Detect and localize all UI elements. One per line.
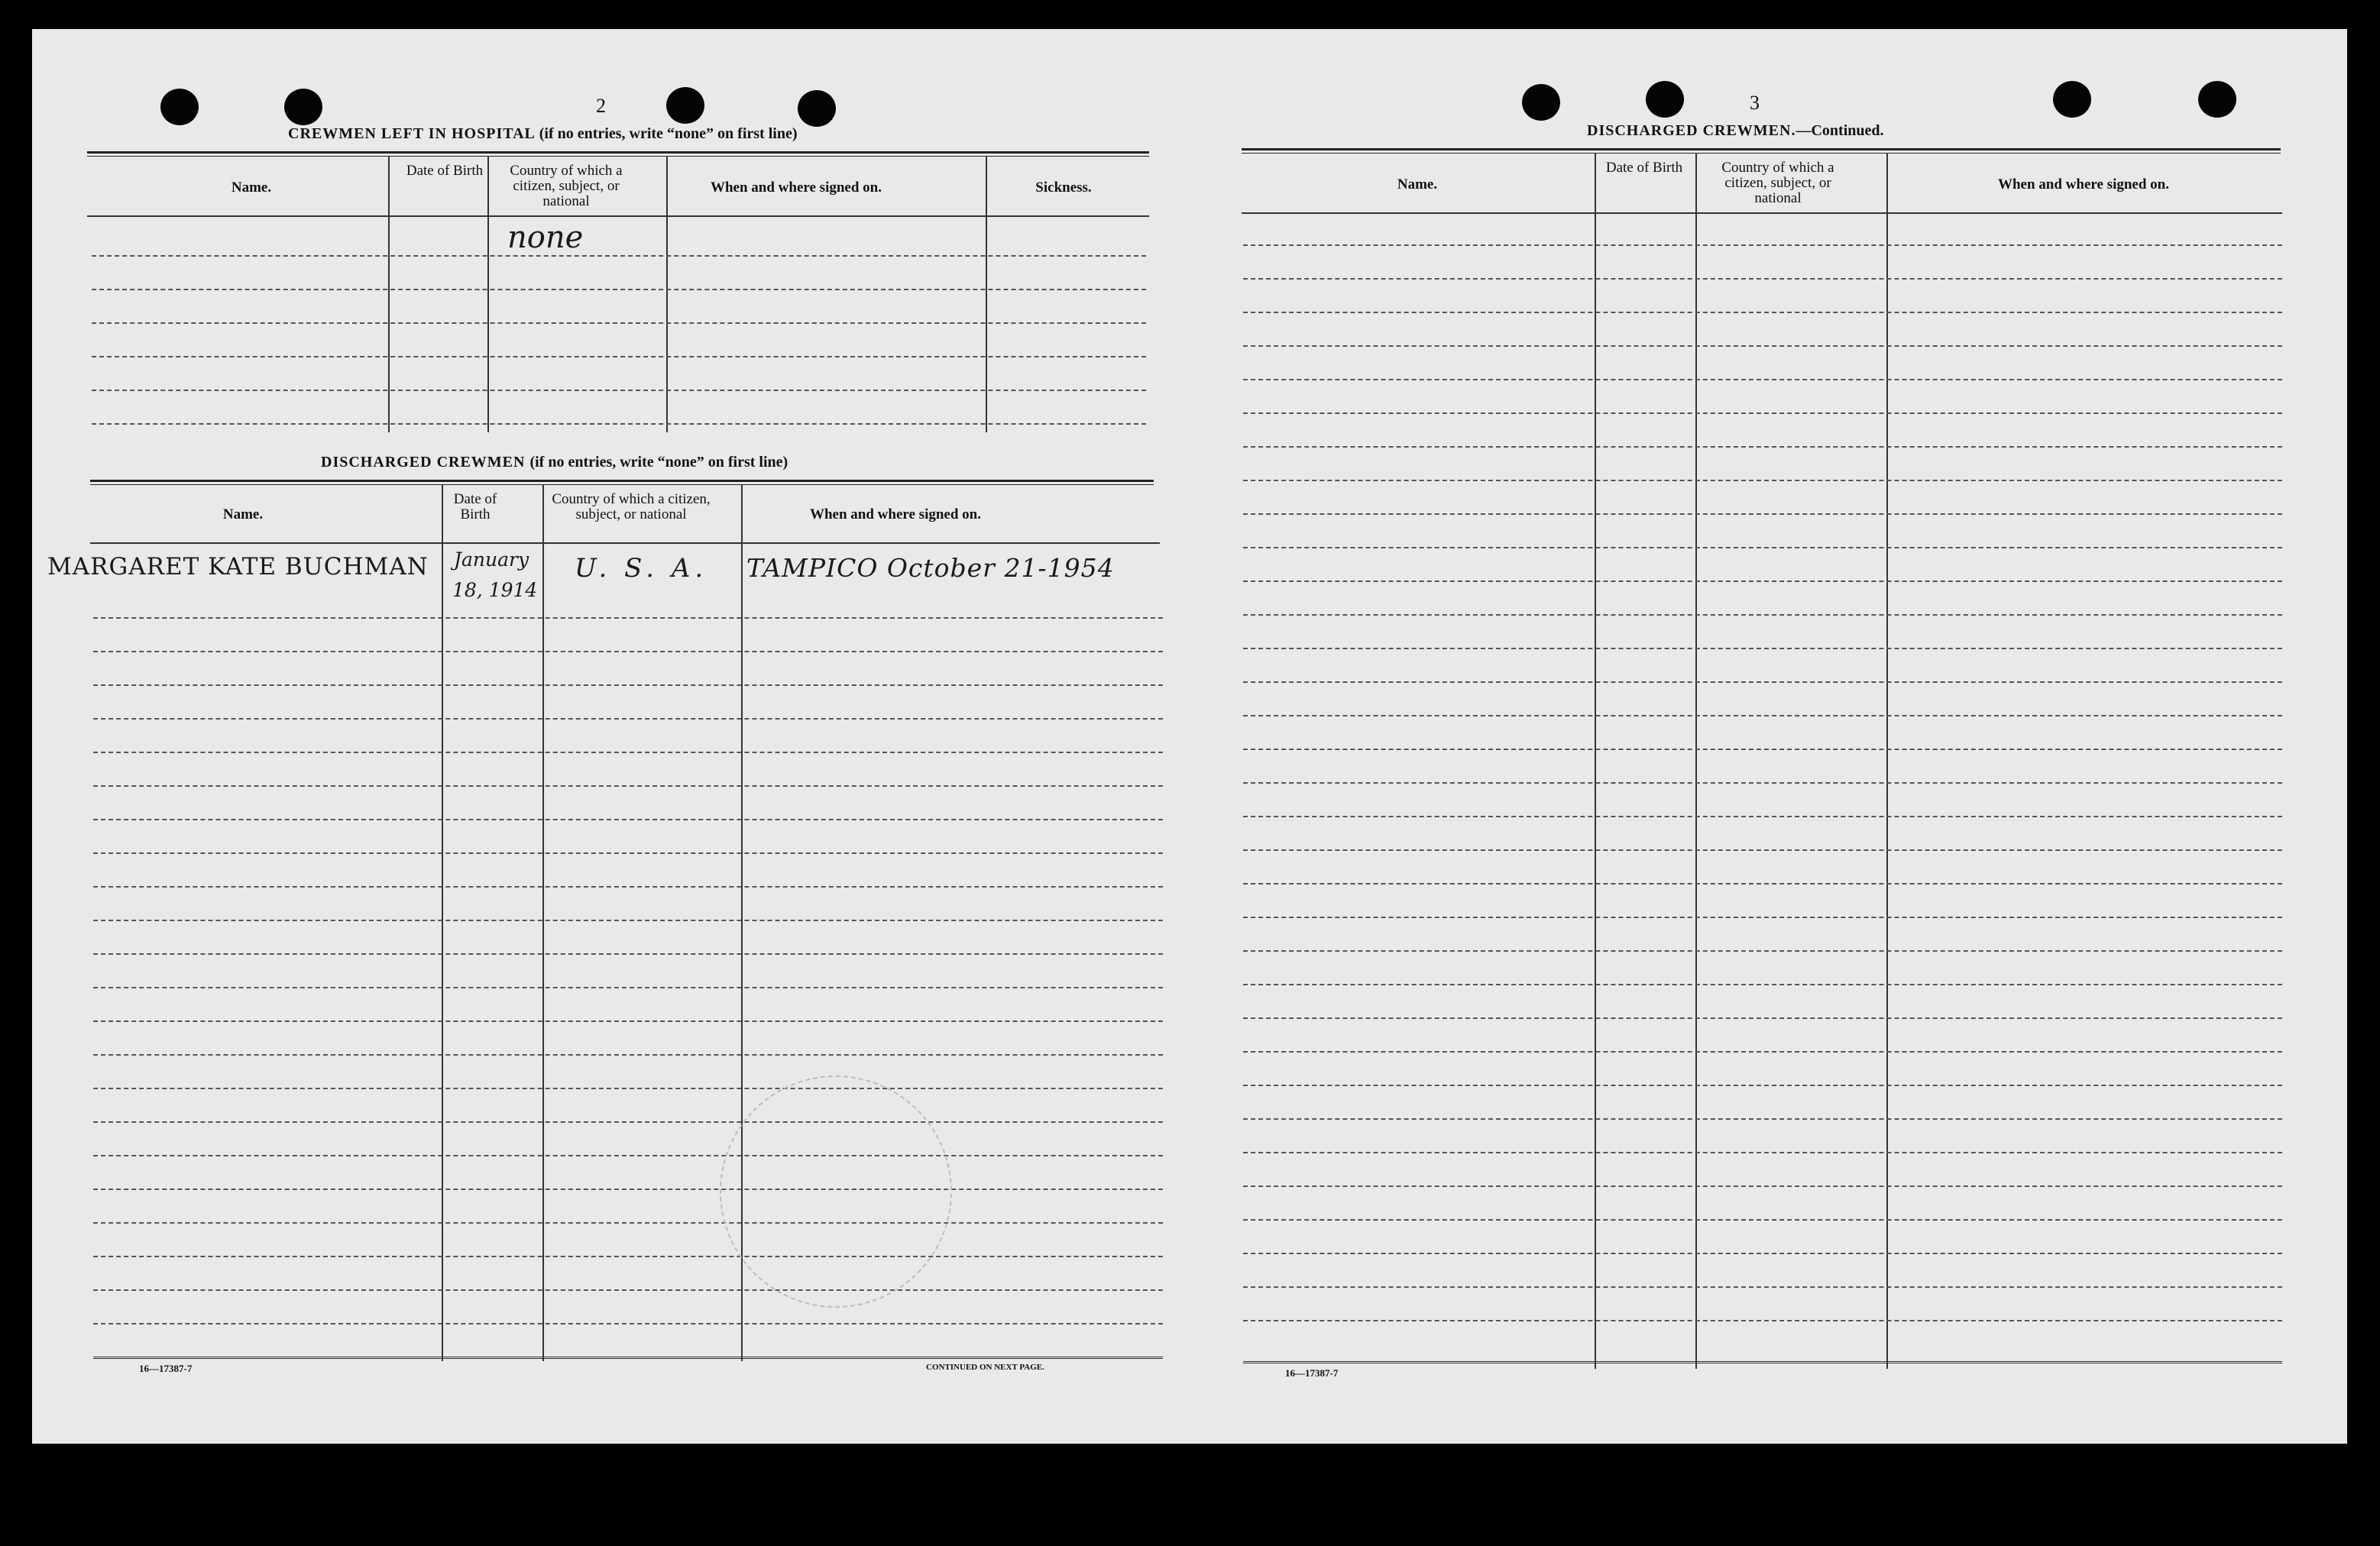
ruled-line: [93, 1020, 1163, 1022]
col-signed-header: When and where signed on.: [1997, 176, 2169, 192]
ruled-line: [92, 423, 1146, 425]
col-country-header: Country of which a citizen, subject, or national: [510, 163, 623, 209]
ruled-line: [93, 617, 1163, 619]
ruled-line: [1243, 480, 2282, 481]
entry-dob-line1: January: [454, 548, 529, 571]
scanned-form-sheet: [32, 29, 2347, 1444]
discharged-section-title: [321, 454, 788, 471]
punch-hole: [1646, 81, 1684, 118]
punch-hole: [160, 89, 199, 125]
continued-label: —Continued.: [1796, 122, 1884, 139]
ruled-line: [93, 987, 1163, 988]
ruled-line: [93, 785, 1163, 787]
header-rule: [87, 215, 1149, 217]
discharged-continued-title: [1587, 122, 1884, 140]
ruled-line: [92, 255, 1146, 257]
left-page: [32, 29, 1209, 1444]
ruled-line: [93, 1256, 1163, 1257]
section-title-text: DISCHARGED CREWMEN.: [1587, 122, 1796, 139]
ruled-line: [1243, 379, 2282, 380]
ruled-line: [93, 819, 1163, 820]
top-rule: [87, 151, 1149, 157]
continued-footer: CONTINUED ON NEXT PAGE.: [926, 1363, 1044, 1372]
faint-stamp: [720, 1075, 952, 1308]
ruled-line: [1243, 749, 2282, 750]
ruled-line: [1243, 244, 2282, 246]
ruled-line: [93, 651, 1163, 652]
punch-hole: [2198, 81, 2236, 118]
ruled-line: [93, 1121, 1163, 1123]
hospital-section-title: [288, 125, 798, 143]
ruled-line: [1243, 849, 2282, 851]
hospital-title-note: (if no entries, write “none” on first line): [539, 125, 798, 142]
ruled-line: [93, 718, 1163, 720]
discharged-title-note: (if no entries, write “none” on first line): [529, 454, 788, 471]
ruled-line: [93, 920, 1163, 921]
bottom-rule: [93, 1357, 1163, 1359]
ruled-line: [1243, 547, 2282, 548]
form-number: 16—17387-7: [1285, 1367, 1339, 1379]
ruled-line: [1243, 581, 2282, 582]
entry-country: U. S. A.: [575, 553, 708, 584]
entry-dob-line2: 18, 1914: [452, 579, 538, 601]
ruled-line: [1243, 446, 2282, 448]
ruled-line: [1243, 917, 2282, 918]
ruled-line: [1243, 1051, 2282, 1053]
ruled-line: [1243, 1152, 2282, 1153]
ruled-line: [1243, 984, 2282, 985]
entry-signed-on: TAMPICO October 21-1954: [746, 553, 1115, 583]
ruled-line: [1243, 1219, 2282, 1221]
header-rule: [90, 542, 1160, 544]
col-dob-header: Date of Birth: [1605, 160, 1683, 176]
col-signed-header: When and where signed on.: [809, 506, 981, 522]
ruled-line: [1243, 513, 2282, 515]
right-page: [1213, 29, 2347, 1444]
header-rule: [1242, 212, 2282, 214]
ruled-line: [93, 1155, 1163, 1156]
ruled-line: [92, 390, 1146, 391]
column-divider: [442, 484, 443, 1361]
ruled-line: [1243, 681, 2282, 683]
discharged-title-text: DISCHARGED CREWMEN: [321, 454, 526, 471]
ruled-line: [93, 852, 1163, 854]
hospital-entry-none: none: [507, 220, 584, 255]
ruled-line: [93, 684, 1163, 686]
col-name-header: Name.: [222, 506, 264, 522]
ruled-line: [1243, 883, 2282, 885]
top-rule: [90, 480, 1154, 485]
col-dob-header: Date of Birth: [406, 163, 484, 179]
ruled-line: [1243, 1253, 2282, 1254]
ruled-line: [1243, 1320, 2282, 1321]
ruled-line: [93, 886, 1163, 888]
col-country-header: Country of which a citizen, subject, or national: [1721, 160, 1834, 206]
punch-hole: [2053, 81, 2091, 118]
hospital-title-text: CREWMEN LEFT IN HOSPITAL: [288, 125, 535, 142]
ruled-line: [1243, 1017, 2282, 1019]
ruled-line: [1243, 648, 2282, 649]
col-name-header: Name.: [1397, 176, 1438, 192]
punch-hole: [284, 89, 322, 125]
punch-hole: [1522, 84, 1560, 121]
ruled-line: [93, 1088, 1163, 1089]
ruled-line: [1243, 950, 2282, 952]
ruled-line: [1243, 412, 2282, 414]
ruled-line: [92, 289, 1146, 290]
column-divider: [542, 484, 544, 1361]
form-number: 16—17387-7: [139, 1363, 193, 1374]
ruled-line: [1243, 782, 2282, 784]
ruled-line: [92, 322, 1146, 324]
col-signed-header: When and where signed on.: [710, 180, 882, 196]
ruled-line: [92, 356, 1146, 357]
ruled-line: [1243, 614, 2282, 616]
punch-hole: [666, 87, 704, 124]
page-number: 3: [1750, 92, 1760, 114]
col-country-header: Country of which a citizen, subject, or national: [552, 491, 711, 522]
top-rule: [1242, 148, 2281, 154]
ruled-line: [93, 1189, 1163, 1190]
col-dob-header: Date of Birth: [453, 491, 497, 522]
ruled-line: [93, 1222, 1163, 1224]
ruled-line: [93, 752, 1163, 753]
ruled-line: [1243, 1185, 2282, 1187]
ruled-line: [93, 1289, 1163, 1291]
ruled-line: [1243, 1085, 2282, 1086]
ruled-line: [93, 1323, 1163, 1324]
ruled-line: [1243, 345, 2282, 347]
page-number: 2: [596, 95, 606, 117]
ruled-line: [93, 1054, 1163, 1056]
punch-hole: [798, 90, 836, 127]
col-sickness-header: Sickness.: [1035, 180, 1092, 196]
bottom-rule: [1243, 1361, 2282, 1363]
ruled-line: [1243, 312, 2282, 313]
ruled-line: [1243, 1118, 2282, 1120]
ruled-line: [1243, 278, 2282, 280]
entry-name: MARGARET KATE BUCHMAN: [47, 553, 429, 581]
ruled-line: [1243, 1286, 2282, 1288]
col-name-header: Name.: [231, 180, 272, 196]
ruled-line: [1243, 715, 2282, 716]
ruled-line: [1243, 816, 2282, 817]
ruled-line: [93, 953, 1163, 955]
